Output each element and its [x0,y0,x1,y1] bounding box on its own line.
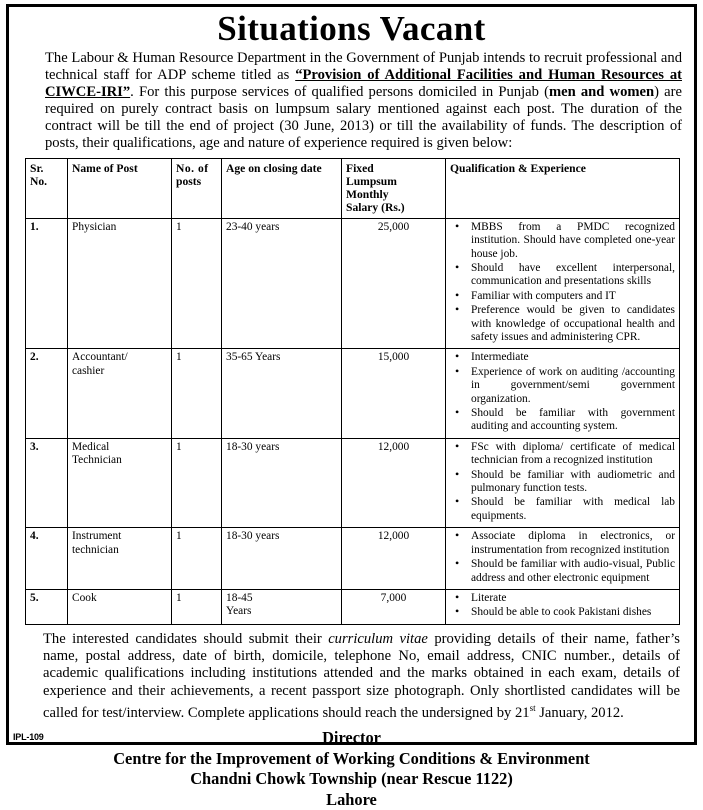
qualification-item: • Experience of work on auditing /accounting in government/semi government organization. [471,366,675,406]
page-title: Situations Vacant [217,9,486,48]
cell-salary: 7,000 [342,589,446,624]
cell-name-of-post: Cook [68,589,172,624]
qualification-item: • Associate diploma in electronics, or instrumentation from recognized institution [471,530,675,557]
column-header-salary [342,158,446,218]
cell-qualification-experience [446,528,680,590]
jobs-table [25,158,680,625]
qualification-item: • Should be able to cook Pakistani dishes [471,606,675,619]
qualification-list [450,592,675,620]
qualification-list [450,530,675,585]
closing-text-part-2: providing details of their name, father’s name, postal address, date of birth, domicile, telephone No, email address, CNIC number., details of academic qualifications including institutions attended and the marks obtained in each exam, details of experience and their achievements, a recent passport size photograph. Only shortlisted candidates will be called for test/interview. Complete applications should reach the undersigned by 21 [43,630,680,721]
signature-organization: Centre for the Improvement of Working Conditions & Environment [113,748,590,768]
cell-salary: 12,000 [342,528,446,590]
cell-age-on-closing-date: 35-65 Years [222,349,342,438]
closing-text-part-1: The interested candidates should submit their [43,630,329,647]
qualification-item: • Should have excellent interpersonal, communication and presentations skills [471,262,675,289]
cell-name-of-post: Physician [68,218,172,349]
reference-code: IPL-109 [13,732,44,742]
signature-city: Lahore [326,789,377,809]
cell-no-of-posts: 1 [172,438,222,527]
jobs-table-body [26,218,680,624]
qualification-item: • Literate [471,592,675,605]
intro-paragraph [45,50,682,153]
closing-text-part-3: January, 2012. [535,704,624,721]
salary-header-line-1: Fixed [346,161,374,175]
qualification-item: • Preference would be given to candidates with knowledge of occupational health and safety issues and administering CPR. [471,304,675,344]
column-header-no-of-posts [172,158,222,218]
sr-no-header-line-1: Sr. [30,161,44,175]
column-header-sr-no [26,158,68,218]
qualification-item: • Familiar with computers and IT [471,290,675,303]
cell-qualification-experience [446,589,680,624]
cell-age-on-closing-date: 18-30 years [222,528,342,590]
qualification-item: • Should be familiar with medical lab equipments. [471,496,675,523]
column-header-name-of-post: Name of Post [68,158,172,218]
salary-header-line-3: Monthly [346,188,389,202]
qualification-item: • Intermediate [471,351,675,364]
table-row [26,438,680,527]
cell-name-of-post: Accountant/ cashier [68,349,172,438]
cell-sr-no: 2. [26,349,68,438]
cell-sr-no: 3. [26,438,68,527]
qualification-list [450,351,675,433]
salary-header-line-2: Lumpsum [346,174,397,188]
cell-sr-no: 1. [26,218,68,349]
closing-paragraph [43,631,680,722]
signature-designation: Director [322,728,381,748]
jobs-table-head [26,158,680,218]
qualification-list [450,441,675,523]
cell-salary: 25,000 [342,218,446,349]
qualification-list [450,221,675,345]
intro-text-part-3: ) are required on purely contract basis on lumpsum salary mentioned against each post. The duration of the contract will be till the end of project (30 June, 2013) or till the availability of funds. The description of posts, their qualifications, age and nature of experience required is given below: [45,84,682,152]
scheme-title-emphasis: “Provision of Additional Facilities and Human Resources at CIWCE-IRI” [45,67,682,101]
advertisement-page-frame [6,4,697,809]
cell-sr-no: 4. [26,528,68,590]
curriculum-vitae-italic: curriculum vitae [328,630,428,647]
cell-no-of-posts: 1 [172,218,222,349]
table-row [26,349,680,438]
cell-qualification-experience [446,218,680,349]
intro-text-part-2: . For this purpose services of qualified persons domiciled in Punjab ( [130,84,549,101]
cell-qualification-experience [446,349,680,438]
qualification-item: • Should be familiar with audio-visual, Public address and other electronic equipment [471,558,675,585]
table-row [26,589,680,624]
table-header-row [26,158,680,218]
signature-address: Chandni Chowk Township (near Rescue 1122) [190,769,513,789]
cell-age-on-closing-date: 18-45 Years [222,589,342,624]
cell-sr-no: 5. [26,589,68,624]
salary-header-line-4: Salary (Rs.) [346,201,405,215]
table-row [26,218,680,349]
men-and-women-emphasis: men and women [548,84,655,101]
jobs-table-container [25,158,680,625]
cell-age-on-closing-date: 23-40 years [222,218,342,349]
table-row [26,528,680,590]
sr-no-header-line-2: No. [30,174,48,188]
qualification-item: • FSc with diploma/ certificate of medical technician from a recognized institution [471,441,675,468]
qualification-item: • Should be familiar with government auditing and accounting system. [471,407,675,434]
cell-name-of-post: Medical Technician [68,438,172,527]
no-of-posts-header-line-2: posts [176,174,202,188]
cell-no-of-posts: 1 [172,528,222,590]
cell-salary: 12,000 [342,438,446,527]
column-header-qualification-experience: Qualification & Experience [446,158,680,218]
cell-age-on-closing-date: 18-30 years [222,438,342,527]
ordinal-suffix: st [529,702,536,713]
intro-text-part-1: The Labour & Human Resource Department in the Government of Punjab intends to recruit professional and technical staff for ADP scheme titled as [45,50,682,84]
cell-name-of-post: Instrument technician [68,528,172,590]
no-of-posts-header-line-1: No. of [176,161,209,175]
cell-no-of-posts: 1 [172,349,222,438]
qualification-item: • Should be familiar with audiometric and pulmonary function tests. [471,469,675,496]
signature-block [9,728,694,810]
column-header-age-on-closing-date: Age on closing date [222,158,342,218]
cell-no-of-posts: 1 [172,589,222,624]
qualification-item: • MBBS from a PMDC recognized institution. Should have completed one-year house job. [471,221,675,261]
cell-qualification-experience [446,438,680,527]
cell-salary: 15,000 [342,349,446,438]
